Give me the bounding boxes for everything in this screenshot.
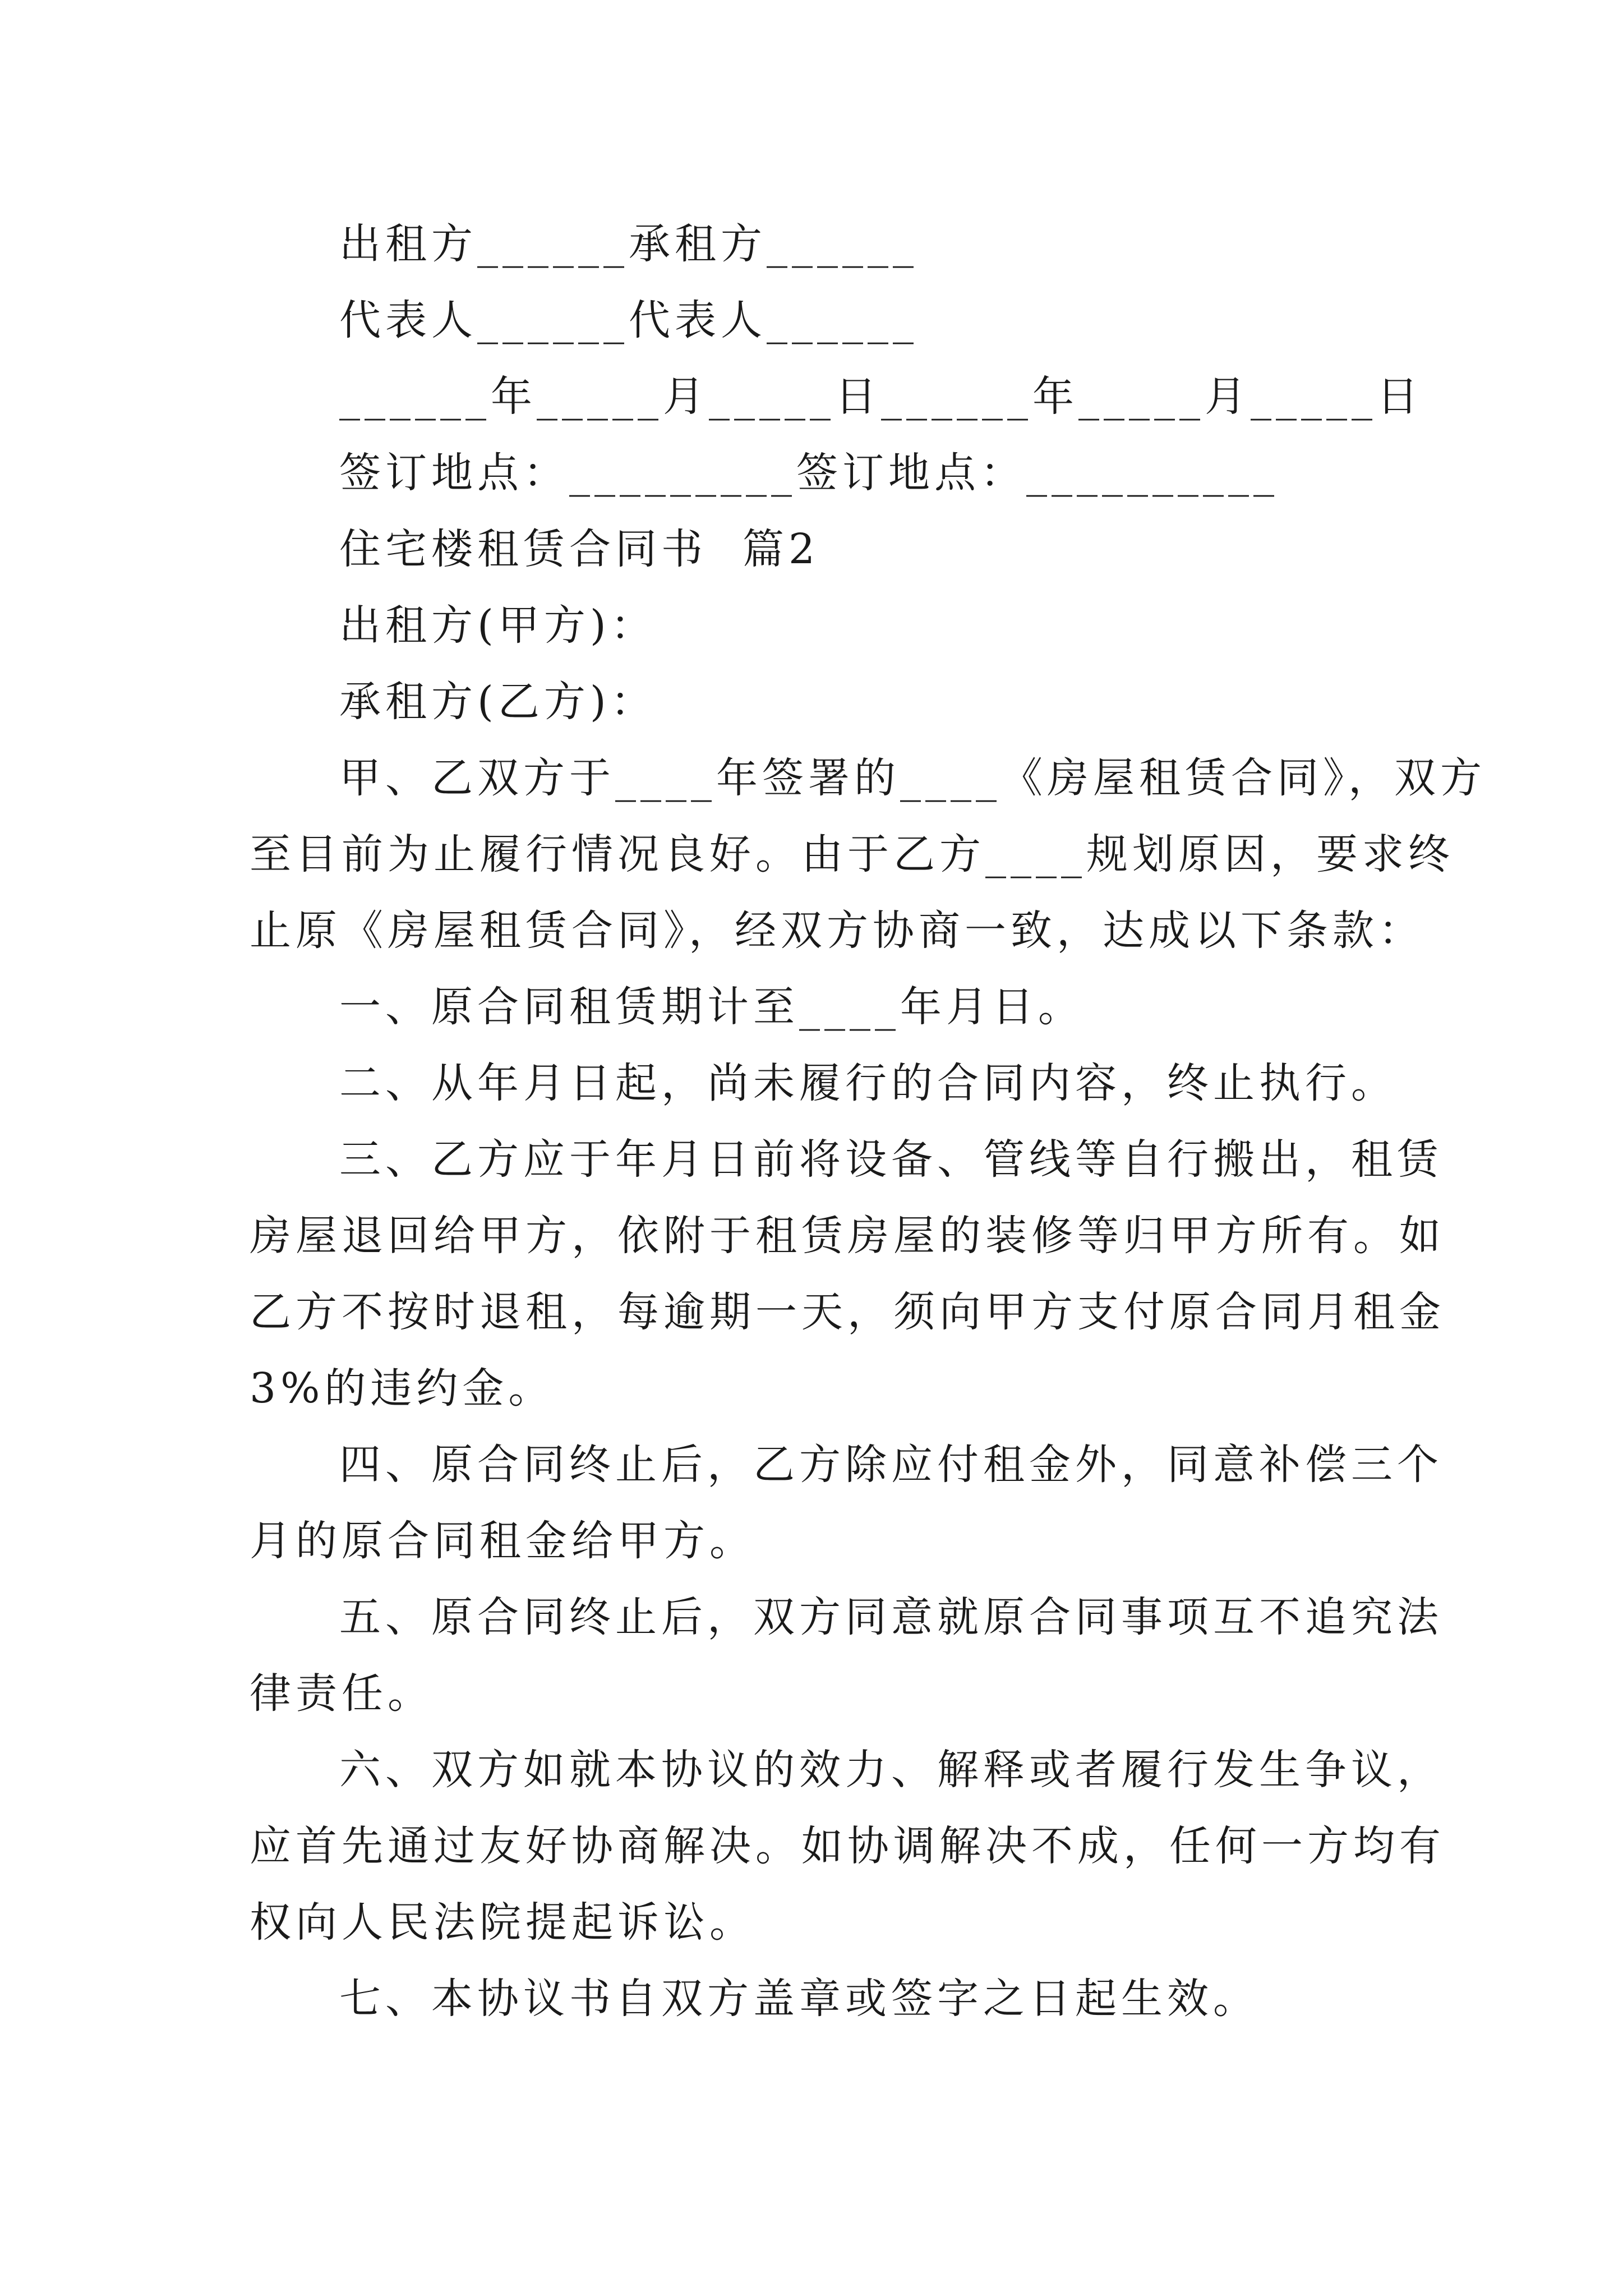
clause-6: 六、双方如就本协议的效力、解释或者履行发生争议，	[339, 1746, 1443, 1794]
signing-place-line: 签订地点：_________签订地点：__________	[339, 449, 1279, 497]
body-paragraph-line: 甲、乙双方于____年签署的____《房屋租赁合同》，双方	[339, 754, 1486, 802]
party-line: 出租方______承租方______	[339, 220, 918, 268]
representative-line: 代表人______代表人______	[339, 296, 918, 344]
clause-5-cont: 律责任。	[250, 1669, 434, 1718]
clause-3: 三、乙方应于年月日前将设备、管线等自行搬出，租赁	[339, 1135, 1443, 1184]
clause-6-cont: 权向人民法院提起诉讼。	[250, 1898, 755, 1947]
clause-3-cont: 房屋退回给甲方，依附于租赁房屋的装修等归甲方所有。如	[250, 1212, 1445, 1260]
lessor-line: 出租方(甲方)：	[339, 601, 657, 650]
clause-3-cont: 乙方不按时退租，每逾期一天，须向甲方支付原合同月租金	[250, 1288, 1445, 1336]
clause-5: 五、原合同终止后，双方同意就原合同事项互不追究法	[339, 1593, 1443, 1641]
body-paragraph-line: 至目前为止履行情况良好。由于乙方____规划原因，要求终	[250, 830, 1454, 878]
clause-2: 二、从年月日起，尚未履行的合同内容，终止执行。	[339, 1059, 1397, 1107]
date-line: ______年_____月_____日______年_____月_____日	[339, 372, 1423, 421]
clause-4-cont: 月的原合同租金给甲方。	[250, 1517, 755, 1565]
body-paragraph-line: 止原《房屋租赁合同》，经双方协商一致，达成以下条款：	[250, 907, 1424, 955]
clause-1: 一、原合同租赁期计至____年月日。	[339, 983, 1084, 1031]
lessee-line: 承租方(乙方)：	[339, 678, 657, 726]
clause-4: 四、原合同终止后，乙方除应付租金外，同意补偿三个	[339, 1441, 1443, 1489]
clause-3-cont: 3%的违约金。	[250, 1364, 555, 1412]
clause-6-cont: 应首先通过友好协商解决。如协调解决不成，任何一方均有	[250, 1822, 1445, 1870]
clause-7: 七、本协议书自双方盖章或签字之日起生效。	[339, 1975, 1259, 2023]
section-title: 住宅楼租赁合同书 篇2	[339, 525, 820, 573]
